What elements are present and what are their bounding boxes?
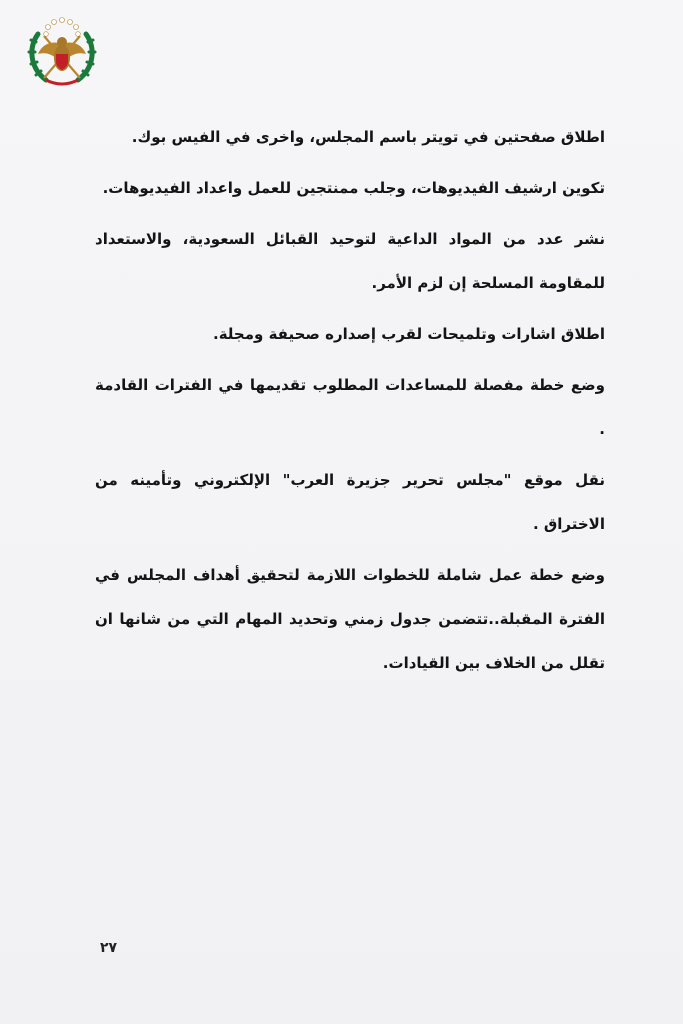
paragraph-video-archive: تكوين ارشيف الفيديوهات، وجلب ممنتجين للعمل واعداد الفيديوهات. bbox=[102, 179, 605, 197]
paragraph-newspaper-magazine: اطلاق اشارات وتلميحات لقرب إصداره صحيفة ومجلة. bbox=[213, 325, 605, 343]
paragraph-tribes-unification: نشر عدد من المواد الداعية لتوحيد القبائل السعودية، والاستعداد للمقاومة المسلحة إن لزم الأمر. bbox=[95, 230, 605, 292]
document-body bbox=[95, 115, 605, 692]
falcon-emblem-icon bbox=[24, 14, 100, 90]
page-number: ٢٧ bbox=[100, 940, 118, 956]
paragraph-website-security: نقل موقع "مجلس تحرير جزيرة العرب" الإلكتروني وتأمينه من الاختراق . bbox=[95, 471, 605, 533]
paragraph-action-plan: وضع خطة عمل شاملة للخطوات اللازمة لتحقيق أهداف المجلس في الفترة المقبلة..تتضمن جدول زمني وتحديد المهام التي من شانها ان تقلل من الخلاف بين القيادات. bbox=[95, 566, 605, 672]
paragraph-aid-plan: وضع خطة مفصلة للمساعدات المطلوب تقديمها في الفترات القادمة . bbox=[95, 376, 605, 438]
paragraph-twitter-facebook: اطلاق صفحتين في تويتر باسم المجلس، واخرى في الفيس بوك. bbox=[131, 128, 605, 146]
